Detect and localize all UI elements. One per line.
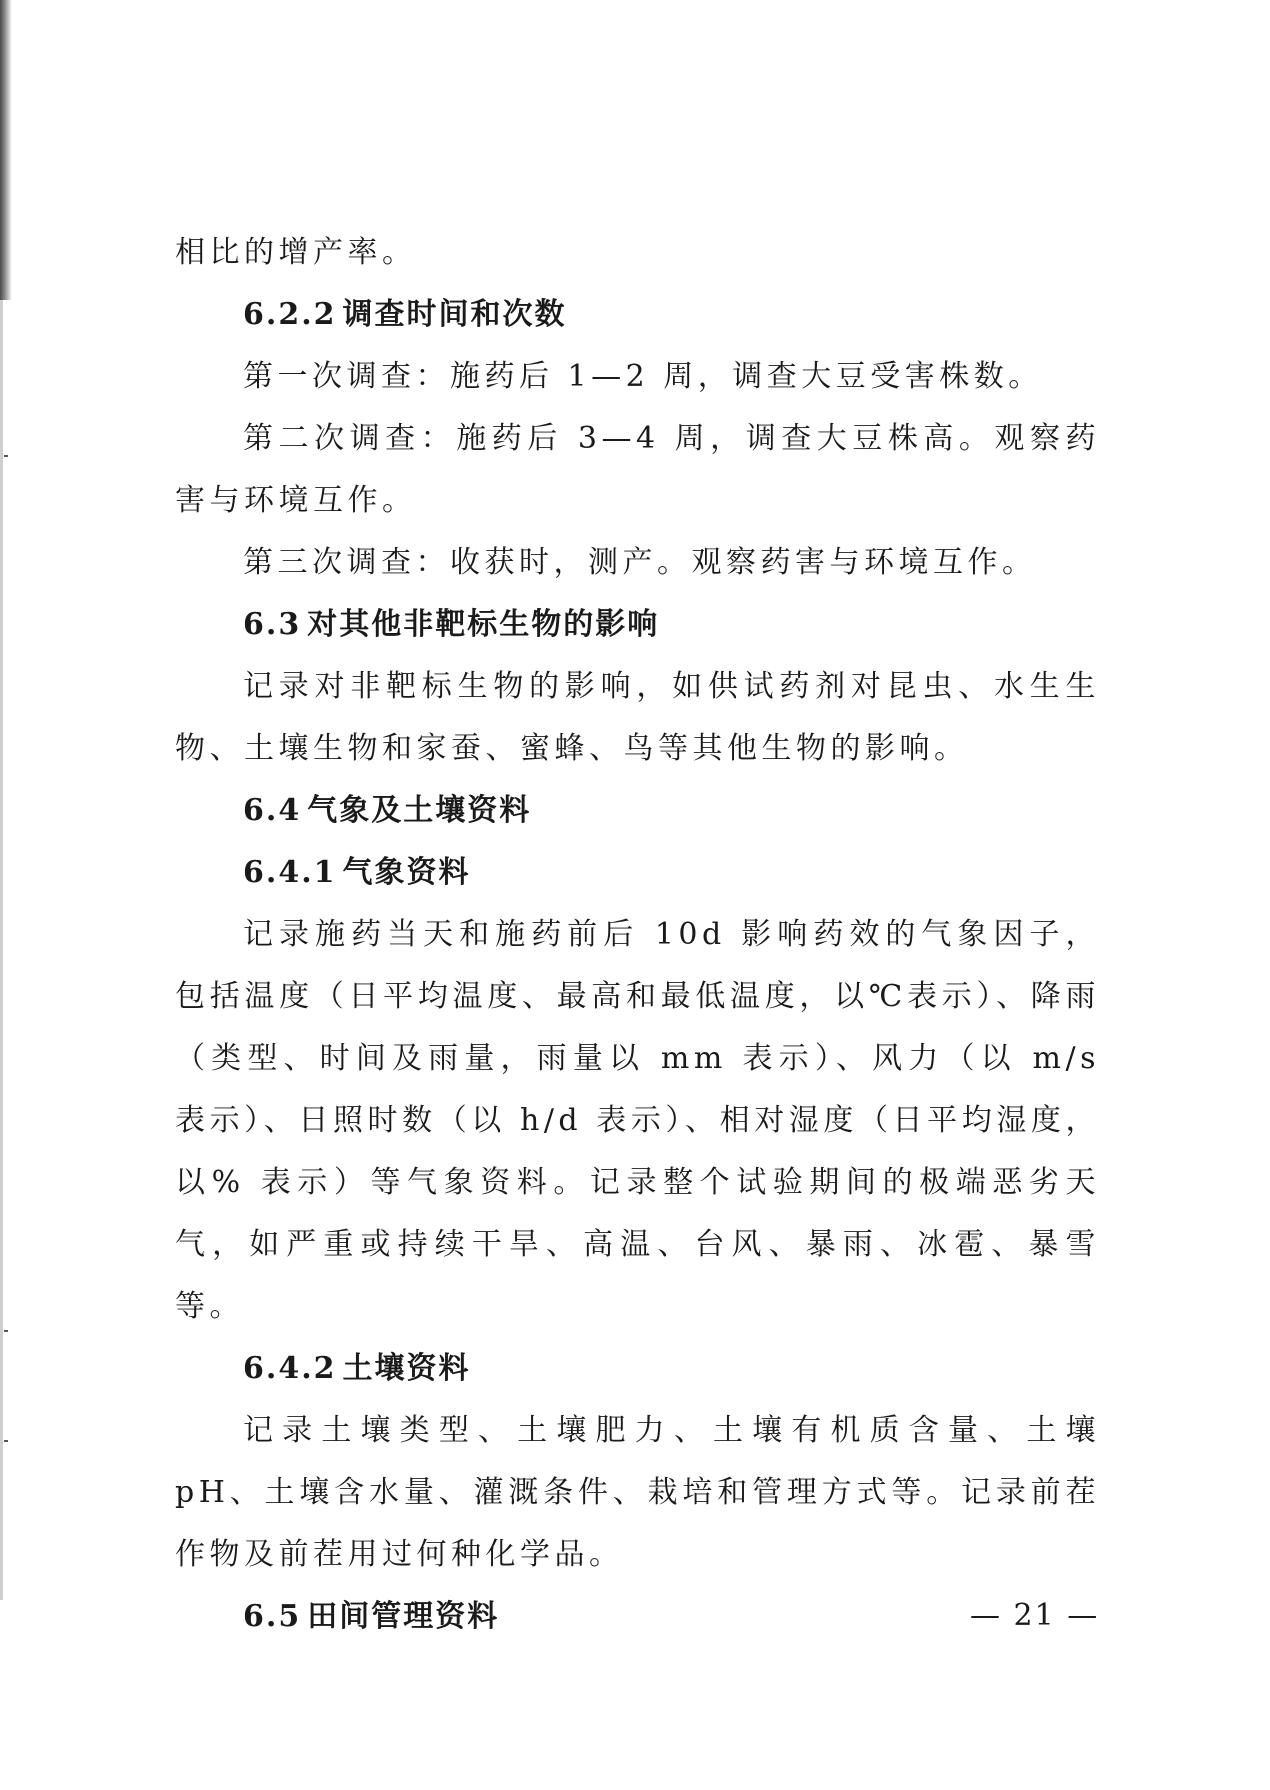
paragraph-first-survey: 第一次调查：施药后 1—2 周，调查大豆受害株数。 <box>243 359 1043 394</box>
paragraph-soil-data: 记录土壤类型、土壤肥力、土壤有机质含量、土壤 pH、土壤含水量、灌溉条件、栽培和管理方式等。记录前茬作物及前茬用过何种化学品。 <box>175 1413 1100 1572</box>
heading-6-4: 6.4 气象及土壤资料 <box>243 793 532 828</box>
paragraph-third-survey: 第三次调查：收获时，测产。观察药害与环境互作。 <box>243 545 1037 580</box>
heading-6-4-2: 6.4.2 土壤资料 <box>243 1351 471 1386</box>
paragraph-weather-data: 记录施药当天和施药前后 10d 影响药效的气象因子，包括温度（日平均温度、最高和最低温度，以℃表示）、降雨（类型、时间及雨量，雨量以 mm 表示）、风力（以 m/s 表示）、日照时数（以 h/d 表示）、相对湿度（日平均湿度，以% 表示）等气象资料。记录整个试验期间的极端恶劣天气，如严重或持续干旱、高温、台风、暴雨、冰雹、暴雪等。 <box>175 917 1100 1324</box>
heading-6-4-1: 6.4.1 气象资料 <box>243 855 471 890</box>
heading-6-5: 6.5 田间管理资料 <box>243 1599 500 1634</box>
scan-margin-line <box>0 300 3 1600</box>
heading-6-3: 6.3 对其他非靶标生物的影响 <box>243 607 660 642</box>
page-number: — 21 — <box>970 1598 1100 1633</box>
scan-mark <box>4 455 8 457</box>
scan-shadow-edge <box>0 0 12 300</box>
paragraph-continuation: 相比的增产率。 <box>175 235 417 270</box>
document-body <box>175 222 1100 1648</box>
heading-6-2-2: 6.2.2 调查时间和次数 <box>243 297 567 332</box>
paragraph-second-survey: 第二次调查：施药后 3—4 周，调查大豆株高。观察药害与环境互作。 <box>175 421 1100 518</box>
scan-mark <box>4 1440 8 1442</box>
scan-mark <box>4 1330 8 1332</box>
paragraph-non-target-effects: 记录对非靶标生物的影响，如供试药剂对昆虫、水生生物、土壤生物和家蚕、蜜蜂、鸟等其他生物的影响。 <box>175 669 1100 766</box>
